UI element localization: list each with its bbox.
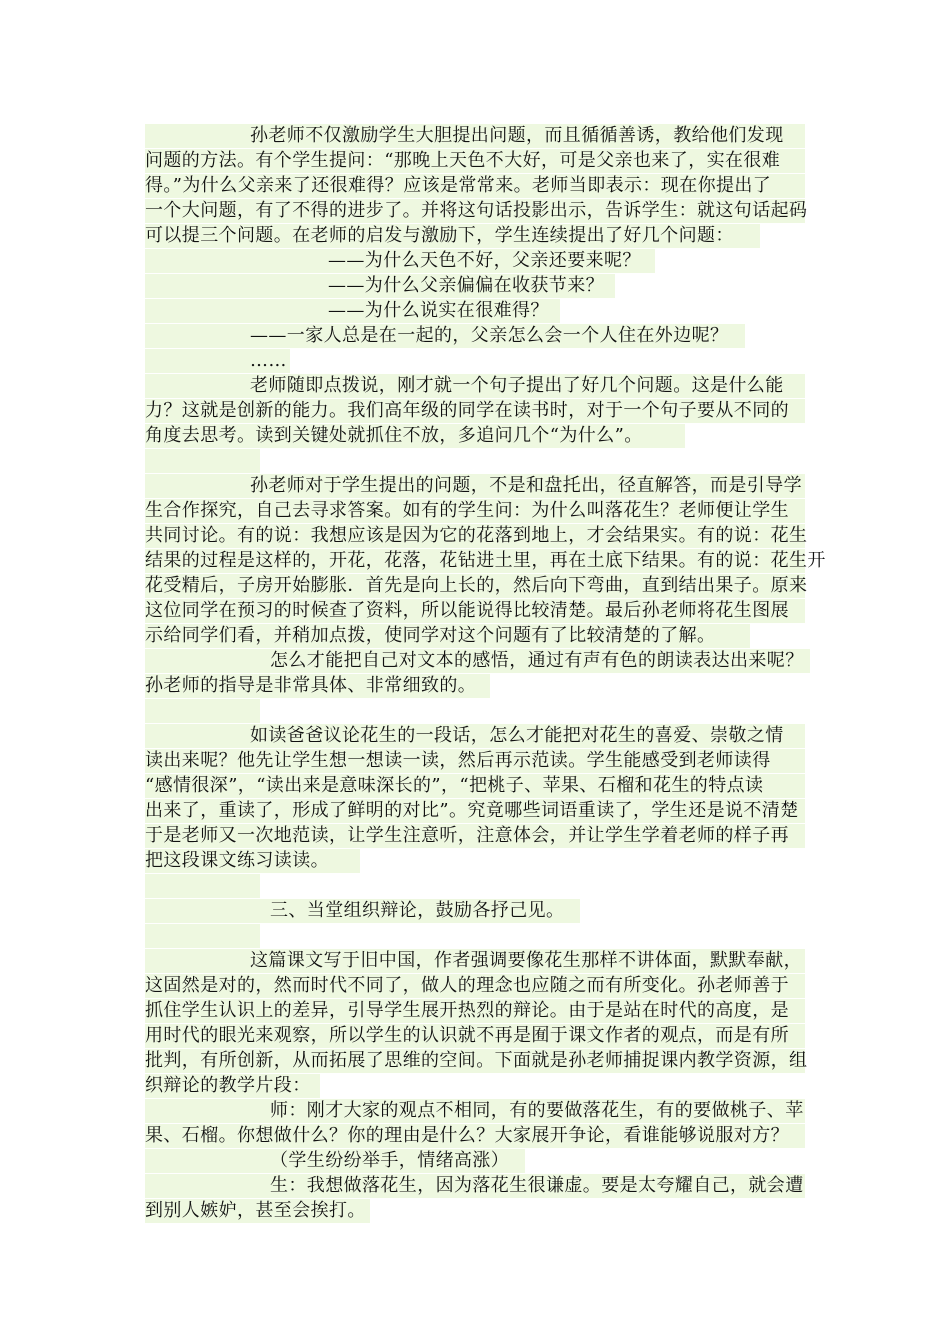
- document-page: 孙老师不仅激励学生大胆提出问题，而且循循善诱，教给他们发现 问题的方法。有个学生提问：“那晚上天色不大好，可是父亲也来了，实在很难 得。”为什么父亲来了还很难得？应该是常常来。老师当即表示：现在你提出了 一个大问题，有了不得的进步了。并将这句话投影出示，告诉学生：就这句话起码 可以提三个问题。在老师的启发与激励下，学生连续提出了好几个问题： ——为什么天色不好，父亲还要来呢？ ——为什么父亲偏偏在收获节来？ ——为什么说实在很难得？ ——一家人总是在一起的，父亲怎么会一个人住在外边呢？ …… 老师随即点拨说，刚才就一个句子提出了好几个问题。这是什么能 力？这就是创新的能力。我们高年级的同学在读书时，对于一个句子要从不同的 角度去思考。读到关键处就抓住不放，多追问几个“为什么”。 孙老师对于学生提出的问题，不是和盘托出，径直解答，而是引导学 生合作探究，自己去寻求答案。如有的学生问：为什么叫落花生？老师便让学生 共同讨论。有的说：我想应该是因为它的花落到地上，才会结果实。有的说：花生 结果的过程是这样的，开花，花落，花钻进土里，再在土底下结果。有的说：花生开 花受精后，子房开始膨胀．首先是向上长的，然后向下弯曲，直到结出果子。原来 这位同学在预习的时候查了资料，所以能说得比较清楚。最后孙老师将花生图展 示给同学们看，并稍加点拨，使同学对这个问题有了比较清楚的了解。 怎么才能把自己对文本的感悟，通过有声有色的朗读表达出来呢？ 孙老师的指导是非常具体、非常细致的。 如读爸爸议论花生的一段话，怎么才能把对花生的喜爱、崇敬之情 读出来呢？他先让学生想一想读一读，然后再示范读。学生能感受到老师读得 “感情很深”，“读出来是意味深长的”，“把桃子、苹果、石榴和花生的特点读 出来了，重读了，形成了鲜明的对比”。究竟哪些词语重读了，学生还是说不清楚 于是老师又一次地范读，让学生注意听，注意体会，并让学生学着老师的样子再 把这段课文练习读读。 三、当堂组织辩论，鼓励各抒己见。 这篇课文写于旧中国，作者强调要像花生那样不讲体面，默默奉献， 这固然是对的，然而时代不同了，做人的理念也应随之而有所变化。孙老师善于 抓住学生认识上的差异，引导学生展开热烈的辩论。由于是站在时代的高度，是 用时代的眼光来观察，所以学生的认识就不再是囿于课文作者的观点，而是有所 批判，有所创新，从而拓展了思维的空间。下面就是孙老师捕捉课内教学资源，组 织辩论的教学片段： 师：刚才大家的观点不相同，有的要做落花生，有的要做桃子、苹 果、石榴。你想做什么？你的理由是什么？大家展开争论，看谁能够说服对方？ （学生纷纷举手，情绪高涨） 生：我想做落花生，因为落花生很谦虚。要是太夸耀自己，就会遭 到别人嫉妒，甚至会挨打。: [145, 125, 826, 1221]
